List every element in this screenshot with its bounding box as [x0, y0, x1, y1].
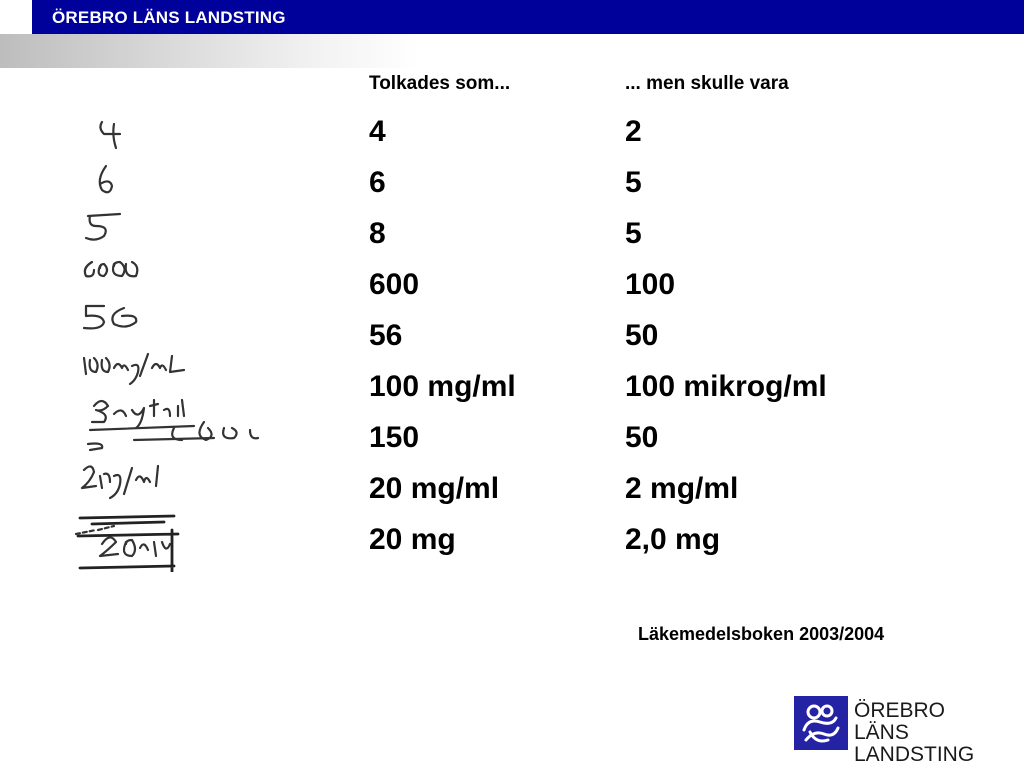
handwritten-prescriptions-image: [74, 110, 274, 572]
row-3-should-be: 5: [625, 217, 642, 250]
row-6-interpreted: 100 mg/ml: [369, 370, 516, 403]
row-9-should-be: 2,0 mg: [625, 523, 721, 556]
row-4-should-be: 100: [625, 268, 676, 301]
row-1-interpreted: 4: [369, 115, 386, 148]
logo-text: [854, 700, 1004, 766]
row-5-interpreted: 56: [369, 319, 403, 352]
column-header-interpreted: Tolkades som...: [369, 73, 511, 94]
row-9-interpreted: 20 mg: [369, 523, 456, 556]
row-7-should-be: 50: [625, 421, 659, 454]
row-2-interpreted: 6: [369, 166, 386, 199]
row-5-should-be: 50: [625, 319, 659, 352]
row-4-interpreted: 600: [369, 268, 420, 301]
row-3-interpreted: 8: [369, 217, 386, 250]
row-6-should-be: 100 mikrog/ml: [625, 370, 827, 403]
orebro-lans-landsting-logo-icon: [794, 696, 848, 750]
row-7-interpreted: 150: [369, 421, 420, 454]
organization-logo: [794, 696, 1004, 766]
row-2-should-be: 5: [625, 166, 642, 199]
logo-line-2: LANDSTING: [854, 743, 975, 766]
header-title: ÖREBRO LÄNS LANDSTING: [52, 8, 286, 27]
row-8-interpreted: 20 mg/ml: [369, 472, 500, 505]
row-8-should-be: 2 mg/ml: [625, 472, 739, 505]
column-header-should-be: ... men skulle vara: [625, 73, 789, 94]
row-1-should-be: 2: [625, 115, 642, 148]
logo-line-1: ÖREBRO LÄNS: [854, 699, 946, 744]
header-grey-gradient: [0, 34, 420, 68]
source-citation: Läkemedelsboken 2003/2004: [638, 624, 885, 644]
header-bar: [0, 0, 1024, 34]
